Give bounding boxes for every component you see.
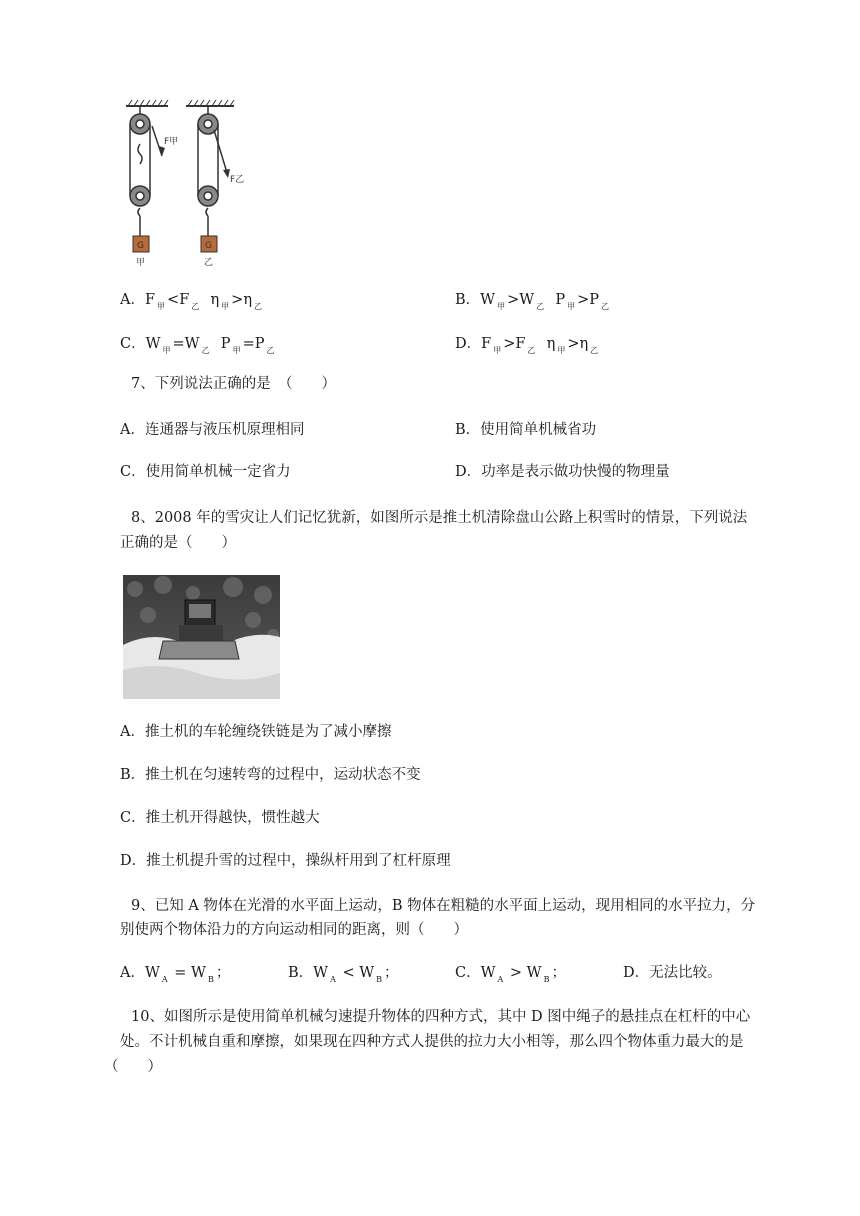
q8-option-d[interactable]: D．推土机提升雪的过程中，操纵杆用到了杠杆原理: [120, 853, 451, 869]
weight-label-jia: G: [137, 241, 144, 251]
ceiling-left: [126, 100, 168, 106]
pulley-figure: [118, 100, 258, 270]
q7-option-a[interactable]: A．连通器与液压机原理相同: [120, 422, 305, 438]
q6-option-a[interactable]: A．F $_甲$ <F $_乙$ η $_甲$ >η $_乙$: [120, 292, 263, 311]
q10-stem-line1: 10、如图所示是使用简单机械匀速提升物体的四种方式，其中 D 图中绳子的悬挂点在杠杆的中心: [131, 1009, 751, 1025]
q8-option-c[interactable]: C．推土机开得越快，惯性越大: [120, 810, 320, 826]
q9-option-a[interactable]: A．W $_A$ = W $_B$ ；: [120, 965, 231, 984]
q9-option-d[interactable]: D．无法比较。: [623, 965, 722, 981]
q9-stem-line2: 别使两个物体沿力的方向运动相同的距离，则（ ）: [120, 922, 468, 938]
q8-option-b[interactable]: B．推土机在匀速转弯的过程中，运动状态不变: [120, 767, 421, 783]
q7-option-b[interactable]: B．使用简单机械省功: [455, 422, 597, 438]
pulley-system-yi: [198, 106, 228, 236]
q8-stem-line1: 8、2008 年的雪灾让人们记忆犹新，如图所示是推土机清除盘山公路上积雪时的情景，下列说法: [131, 510, 748, 526]
figure-label-yi: 乙: [204, 258, 214, 268]
q9-option-b[interactable]: B．W $_A$ < W $_B$ ；: [288, 965, 399, 984]
q8-option-a[interactable]: A．推土机的车轮缠绕铁链是为了减小摩擦: [120, 724, 392, 740]
weight-label-yi: G: [205, 241, 212, 251]
q7-stem: 7、下列说法正确的是 （ ）: [131, 376, 336, 392]
q9-stem-line1: 9、已知 A 物体在光滑的水平面上运动，B 物体在粗糙的水平面上运动，现用相同的水平拉力，分: [131, 898, 756, 914]
bulldozer-photo: [123, 575, 280, 699]
q10-stem-line2: 处。不计机械自重和摩擦，如果现在四种方式人提供的拉力大小相等，那么四个物体重力最大的是: [120, 1034, 744, 1050]
ceiling-right: [186, 100, 234, 106]
pulley-system-jia: [130, 106, 162, 236]
q8-stem-line2: 正确的是（ ）: [120, 535, 236, 551]
q6-option-b[interactable]: B．W $_甲$ >W $_乙$ P $_甲$ >P $_乙$: [455, 292, 610, 311]
figure-label-jia: 甲: [136, 258, 146, 268]
q7-option-c[interactable]: C．使用简单机械一定省力: [120, 464, 291, 480]
q10-stem-line3: （ ）: [104, 1059, 162, 1075]
q6-option-c[interactable]: C．W $_甲$ =W $_乙$ P $_甲$ =P $_乙$: [120, 336, 275, 355]
force-label-yi: F乙: [230, 175, 245, 185]
q7-option-d[interactable]: D．功率是表示做功快慢的物理量: [455, 464, 670, 480]
q6-option-d[interactable]: D．F $_甲$ >F $_乙$ η $_甲$ >η $_乙$: [455, 336, 599, 355]
q9-option-c[interactable]: C．W $_A$ > W $_B$ ；: [455, 965, 566, 984]
force-label-jia: F甲: [164, 137, 179, 147]
